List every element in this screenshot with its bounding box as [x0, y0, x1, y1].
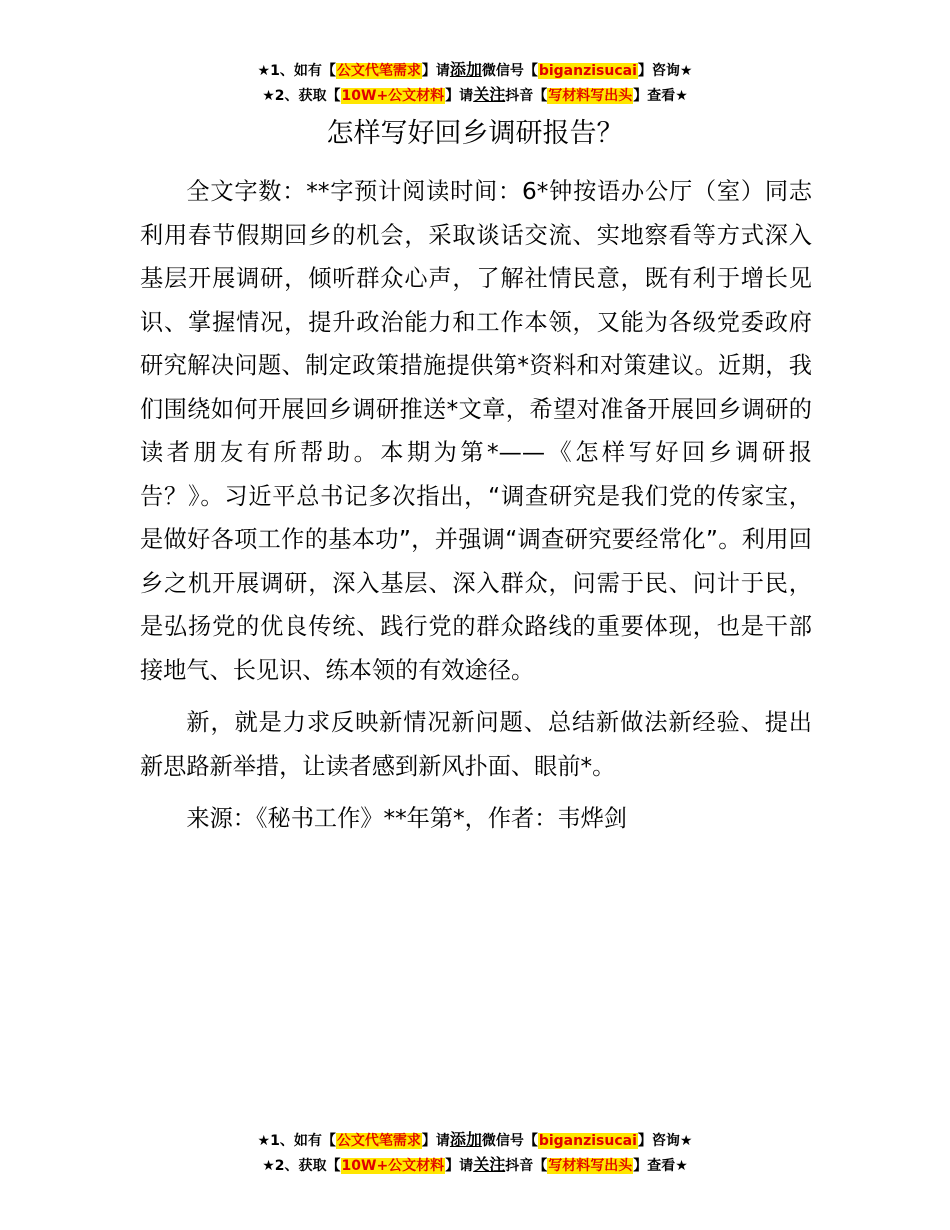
promo-highlight-service: 公文代笔需求: [336, 63, 421, 79]
promo-emphasis-add: 添加: [449, 60, 482, 79]
promo-line-1-mid2: 微信号【: [481, 63, 538, 79]
promo-highlight-wechat-id: biganzisucai: [538, 63, 637, 79]
promo-line-2-mid2: 抖音【: [505, 1158, 548, 1174]
promo-highlight-wechat-id: biganzisucai: [538, 1133, 637, 1149]
promo-highlight-materials: 10W+公文材料: [341, 1158, 445, 1174]
promo-highlight-douyin-id: 写材料写出头: [548, 1158, 633, 1174]
promo-line-1-prefix: ★1、如有【: [257, 63, 336, 79]
paragraph-intro: 全文字数：**字预计阅读时间：6*钟按语办公厅（室）同志利用春节假期回乡的机会，采取谈话交流、实地察看等方式深入基层开展调研，倾听群众心声，了解社情民意，既有利于增长见识、掌握情况，提升政治能力和工作本领，又能为各级党委政府研究解决问题、制定政策措施提供第*资料和对策建议。近期，我们围绕如何开展回乡调研推送*文章，希望对准备开展回乡调研的读者朋友有所帮助。本期为第*——《怎样写好回乡调研报告？》。习近平总书记多次指出，“调查研究是我们党的传家宝，是做好各项工作的基本功”，并强调“调查研究要经常化”。利用回乡之机开展调研，深入基层、深入群众，问需于民、问计于民，是弘扬党的优良传统、践行党的群众路线的重要体现，也是干部接地气、长见识、练本领的有效途径。: [140, 178, 812, 684]
header-promo-banner: [0, 58, 950, 108]
promo-line-1-suffix: 】咨询★: [637, 63, 693, 79]
promo-line-1-mid2: 微信号【: [481, 1133, 538, 1149]
promo-line-1-mid: 】请: [421, 63, 450, 79]
promo-line-2-suffix: 】查看★: [633, 1158, 688, 1174]
promo-line-1: [0, 58, 950, 83]
promo-highlight-douyin-id: 写材料写出头: [548, 88, 633, 104]
promo-line-1-suffix: 】咨询★: [637, 1133, 693, 1149]
promo-emphasis-add: 添加: [449, 1130, 482, 1149]
promo-emphasis-follow: 关注: [473, 85, 506, 104]
document-title: 怎样写好回乡调研报告？: [326, 118, 624, 149]
promo-emphasis-follow: 关注: [473, 1155, 506, 1174]
paragraph-source: 来源：《秘书工作》**年第*，作者：韦烨剑: [186, 805, 627, 832]
promo-line-2-mid2: 抖音【: [505, 88, 548, 104]
promo-line-2-prefix: ★2、获取【: [262, 1158, 341, 1174]
promo-highlight-service: 公文代笔需求: [336, 1133, 421, 1149]
promo-line-2-mid: 】请: [445, 1158, 474, 1174]
footer-promo-banner: [0, 1128, 950, 1178]
promo-highlight-materials: 10W+公文材料: [341, 88, 445, 104]
paragraph-new: 新，就是力求反映新情况新问题、总结新做法新经验、提出新思路新举措，让读者感到新风扑面、眼前*。: [140, 709, 812, 780]
promo-line-2-prefix: ★2、获取【: [262, 88, 341, 104]
promo-line-1-mid: 】请: [421, 1133, 450, 1149]
promo-line-2-mid: 】请: [445, 88, 474, 104]
promo-line-1-prefix: ★1、如有【: [257, 1133, 336, 1149]
promo-line-2: [0, 1153, 950, 1178]
promo-line-2: [0, 83, 950, 108]
document-body: [140, 170, 812, 850]
promo-line-1: [0, 1128, 950, 1153]
promo-line-2-suffix: 】查看★: [633, 88, 688, 104]
